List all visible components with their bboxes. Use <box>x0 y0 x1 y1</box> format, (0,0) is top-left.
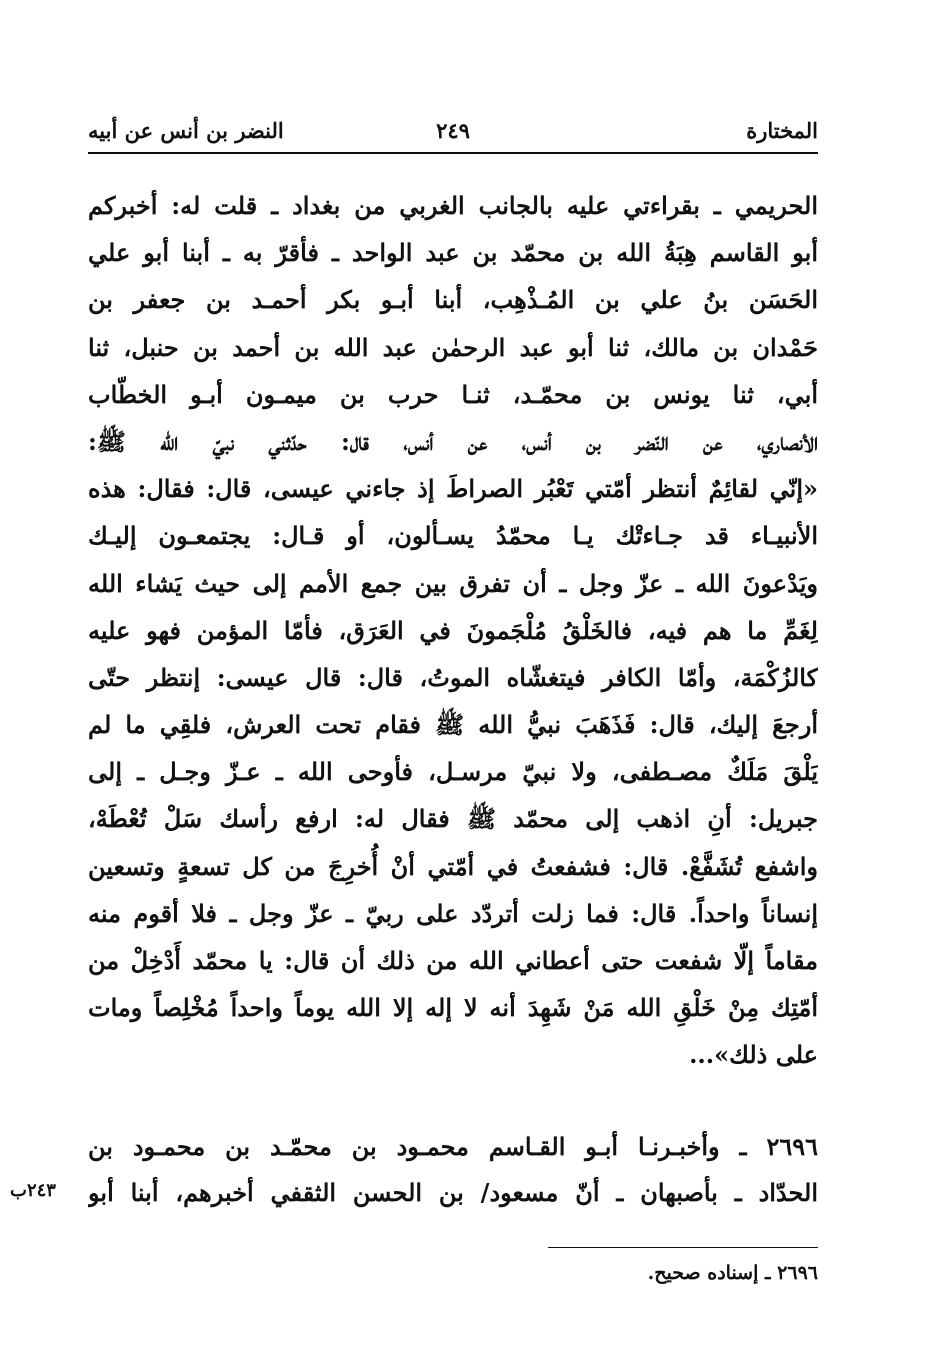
text-line: لِغَمِّ ما هم فيه، فالخَلْقُ مُلْجَمونَ في العَرَق، فأمّا المؤمن فهو عليه <box>88 615 818 645</box>
text-line: أمّتِك مِنْ خَلْقِ الله مَنْ شَهِدَ أنه لا إله إلا الله يوماً واحداً مُخْلِصاً ومات <box>88 993 818 1023</box>
page-number: ٢٤٩ <box>436 118 470 143</box>
text-line: أبو القاسم هِبَةُ الله بن محمّد بن عبد الواحد ـ فأقرّ به ـ أبنا أبو علي <box>88 238 818 268</box>
text-line: «إنّي لقائِمٌ أنتظر أمّتي تَعْبُر الصراطَ إذ جاءني عيسى، قال: فقال: هذه <box>88 474 818 504</box>
text-line: ويَدْعونَ الله ـ عزّ وجل ـ أن تفرق بين جمع الأمم إلى حيث يَشاء الله <box>88 568 818 598</box>
header-rule <box>88 152 818 154</box>
text-line: جبريل: أنِ اذهب إلى محمّد ﷺ فقال له: ارفع رأسك سَلْ تُعْطَهْ، <box>88 804 818 834</box>
book-title: المختارة <box>746 118 818 143</box>
manuscript-folio-note: ٢٤٣ب <box>10 1180 56 1201</box>
text-line: الأنصاري، عن النّضر بن أنس، عن أنس، قال: حدّثني نبيّ الله ﷺ: <box>88 426 818 456</box>
footnote-rule <box>548 1247 818 1248</box>
text-line: على ذلك»... <box>689 1040 818 1070</box>
text-line: إنساناً واحداً. قال: فما زلت أتردّد على ربيّ ـ عزّ وجل ـ فلا أقوم منه <box>88 898 818 928</box>
text-line: حَمْدان بن مالك، ثنا أبو عبد الرحمٰن عبد الله بن أحمد بن حنبل، ثنا <box>88 332 818 362</box>
text-line: الحريمي ـ بقراءتي عليه بالجانب الغربي من بغداد ـ قلت له: أخبركم <box>88 191 818 220</box>
text-line: أرجعَ إليك، قال: فَذَهَبَ نبيُّ الله ﷺ فقام تحت العرش، فلقِي ما لم <box>88 710 818 740</box>
text-line: مقاماً إلّا شفعت حتى أعطاني الله من ذلك أن قال: يا محمّد أَدْخِلْ من <box>88 946 818 975</box>
chapter-title: النضر بن أنس عن أبيه <box>88 118 284 143</box>
page-header <box>88 108 818 148</box>
text-line: يَلْقَ مَلَكٌ مصـطفى، ولا نبيّ مرسـل، فأوحى الله ـ عـزّ وجـل ـ إلى <box>88 757 818 787</box>
text-line: كالزُكْمَة، وأمّا الكافر فيتغشّاه الموتُ، قال: قال عيسى: إنتظر حتّى <box>88 662 818 692</box>
text-line: الحدّاد ـ بأصبهان ـ أنّ مسعود/ بن الحسن الثقفي أخبرهم، أبنا أبو <box>88 1178 818 1207</box>
text-line: الحَسَن بنُ علي بن المُـذْهِب، أبنا أبـو بكر أحمـد بن جعفر بن <box>88 285 818 315</box>
hadith-paragraph <box>88 1124 818 1216</box>
main-paragraph <box>88 182 818 1079</box>
text-line: الأنبيـاء قد جـاءتْك يـا محمّدُ يسـألون، أو قـال: يجتمعـون إليـك <box>88 521 818 551</box>
text-line: ٢٦٩٦ ـ وأخبـرنـا أبـو القـاسم محمـود بن محمّـد بن محمـود بن <box>88 1132 818 1161</box>
footnote: ٢٦٩٦ ـ إسناده صحيح. <box>647 1262 818 1284</box>
text-line: واشفع تُشَفَّعْ. قال: فشفعتُ في أمّتي أنْ أُخرِجَ من كل تسعةٍ وتسعين <box>88 851 818 881</box>
text-line: أبي، ثنا يونس بن محمّـد، ثنـا حرب بن ميمـون أبـو الخطّاب <box>88 379 818 409</box>
